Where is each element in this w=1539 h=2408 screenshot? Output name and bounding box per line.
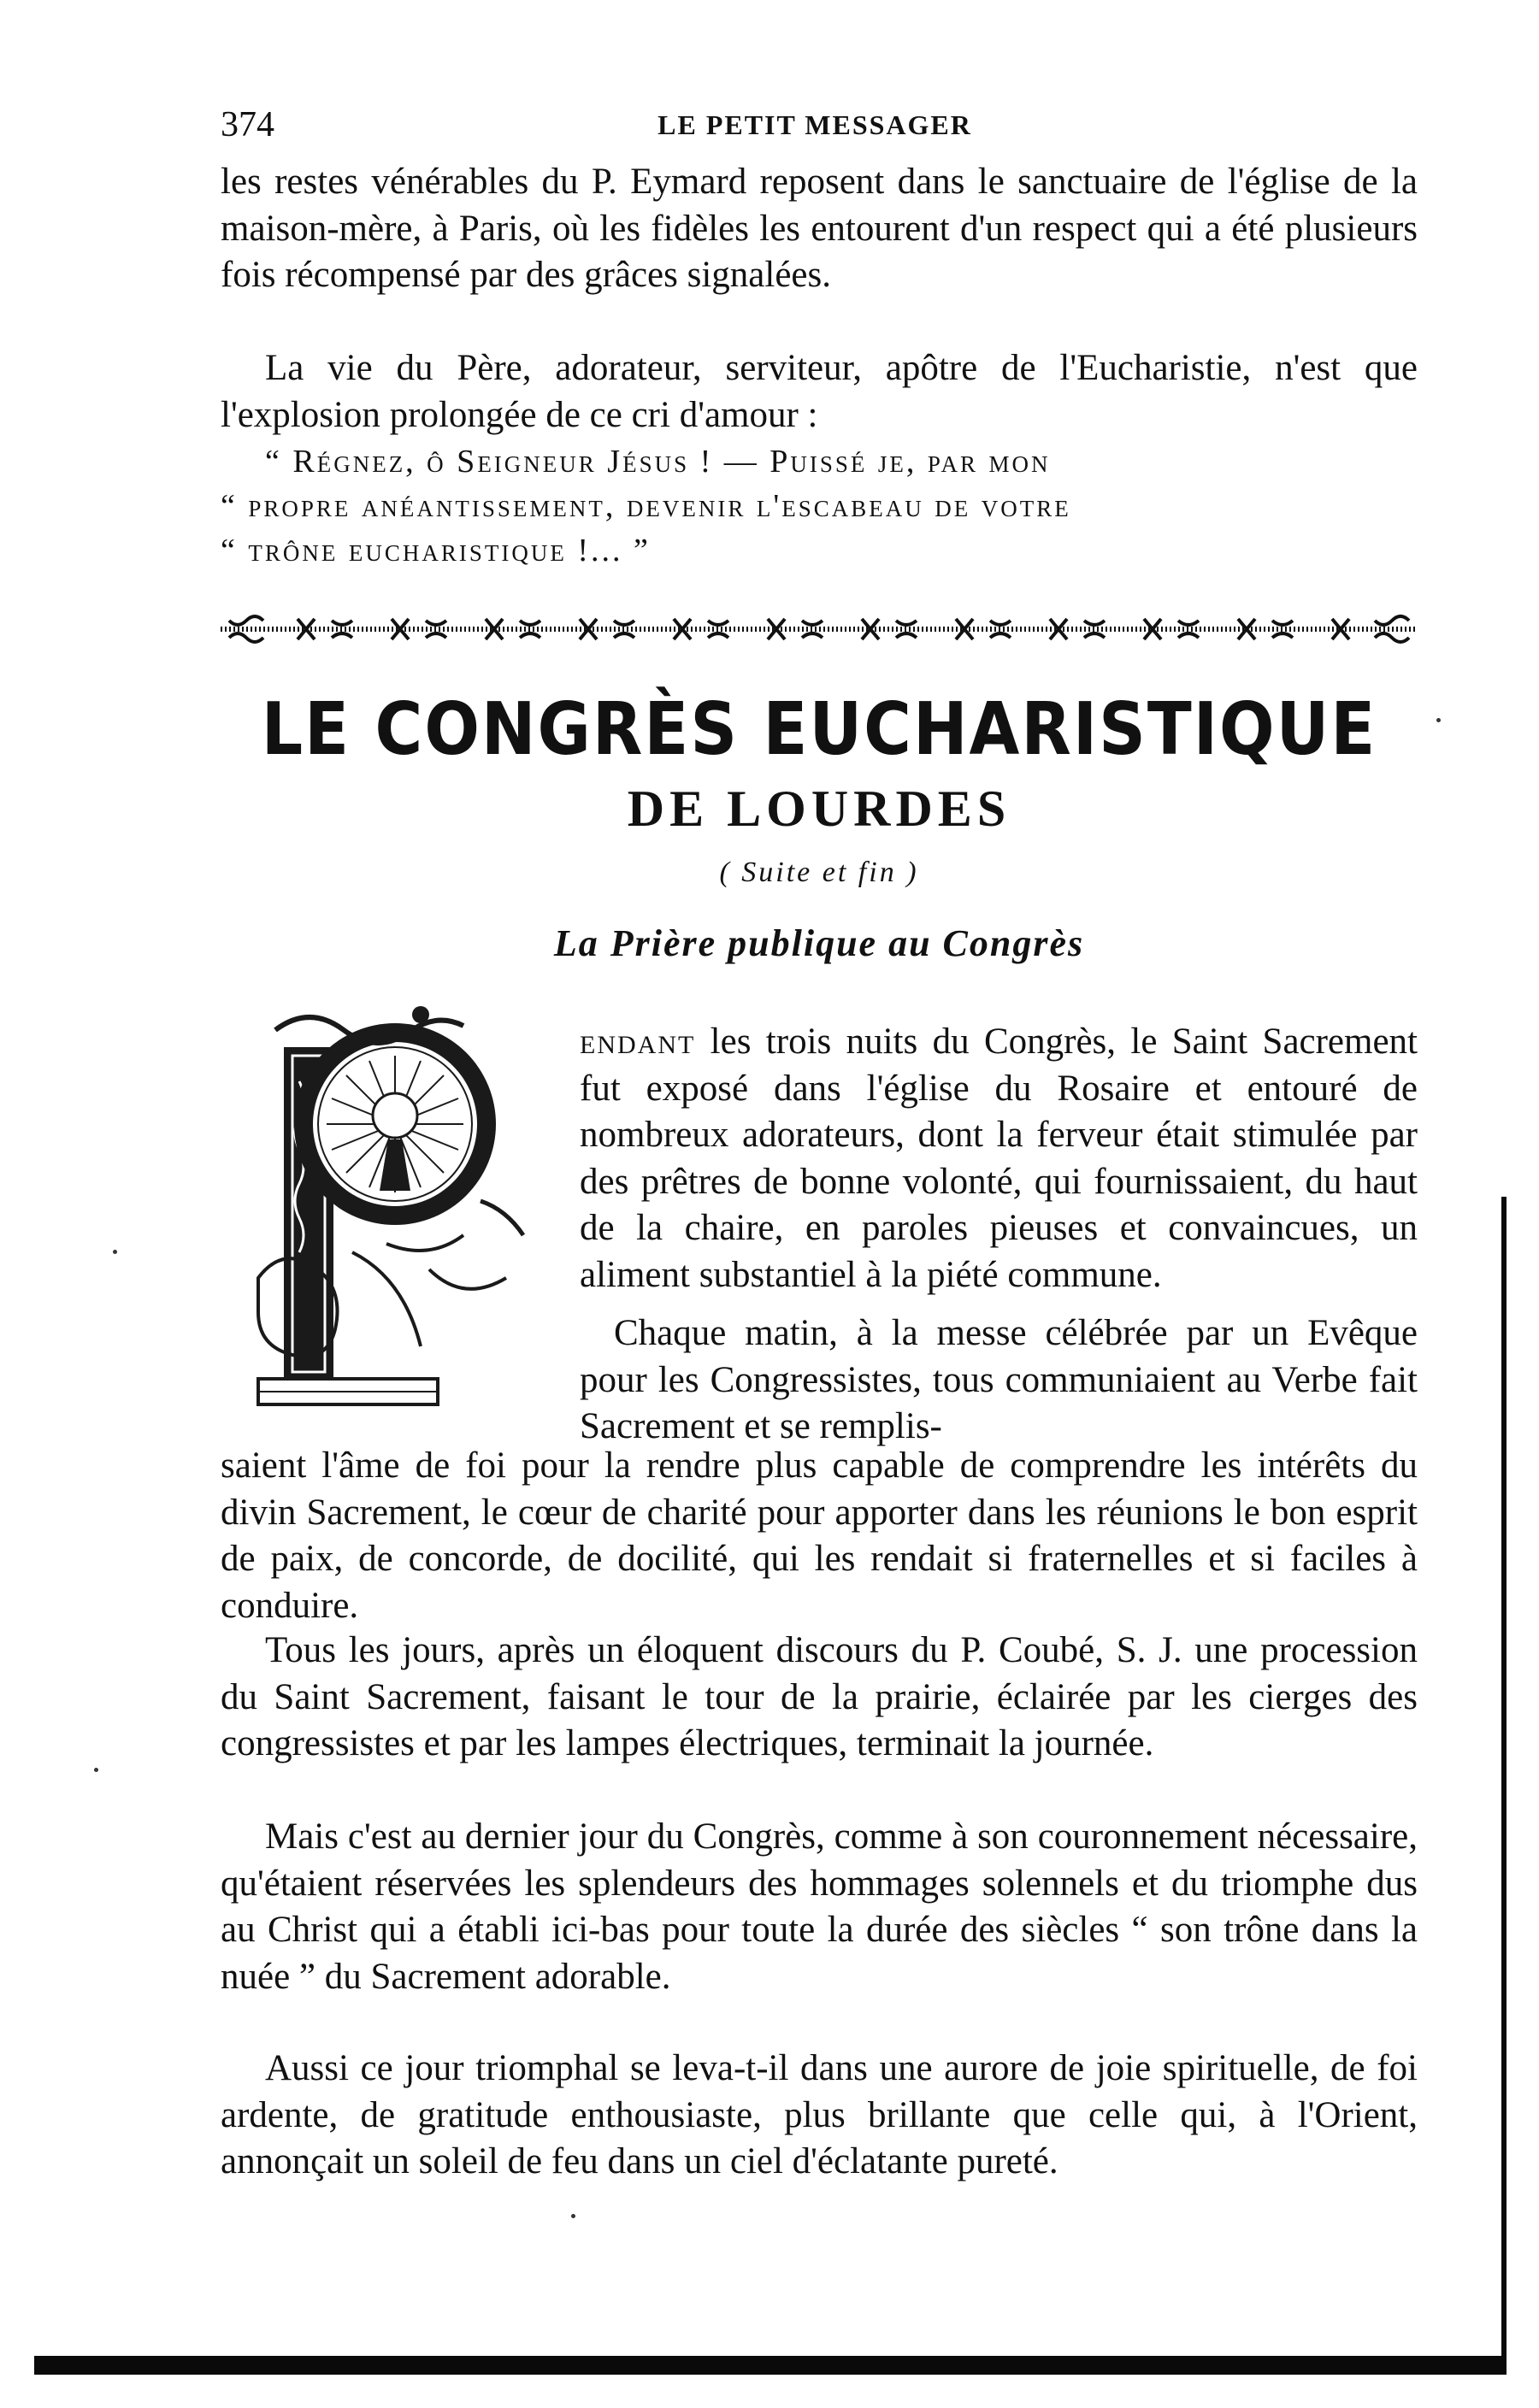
running-title: LE PETIT MESSAGER bbox=[657, 109, 972, 140]
scan-speck bbox=[1436, 718, 1441, 722]
congress-paragraph-2-bottom: saient l'âme de foi pour la rendre plus capable de comprendre les intérêts du divin Sacrement, le cœur de charité pour apporter dans les réunions le bon esprit de paix, de concorde, de docilité, qui les rendait si fraternelles et si faciles à conduire. bbox=[221, 1445, 1418, 1626]
quote-line-1: “ Régnez, ô Seigneur Jésus ! — Puissé je, par mon bbox=[265, 444, 1051, 480]
page-number: 374 bbox=[221, 105, 274, 144]
intro-paragraph-1: les restes vénérables du P. Eymard reposent dans le sanctuaire de l'église de la maison-mère, à Paris, où les fidèles les entourent d'un respect qui a été plusieurs fois récompensé par des grâces signalées. bbox=[221, 162, 1418, 295]
congress-paragraph-1 bbox=[580, 1019, 1418, 1298]
scan-edge-bottom bbox=[34, 2356, 1505, 2375]
eymard-quote bbox=[221, 439, 1418, 573]
article-subtitle: DE LOURDES bbox=[627, 780, 1011, 837]
congress-paragraph-5: Aussi ce jour triomphal se leva-t-il dans une aurore de joie spirituelle, de foi ardente, de gratitude enthousiaste, plus brillante que celle qui, à l'Orient, annonçait un soleil de feu dans un ciel d'éclatante pureté. bbox=[221, 2048, 1418, 2181]
running-header bbox=[221, 104, 1409, 147]
scan-speck bbox=[571, 2214, 575, 2218]
paragraph-1-text: les trois nuits du Congrès, le Saint Sacrement fut exposé dans l'église du Rosaire et entouré de nombreux adorateurs, dont la ferveur était stimulée par des prêtres de bonne volonté, qui fournissaient, du haut de la chaire, en paroles pieuses et convaincues, un aliment substantiel à la piété commune. bbox=[580, 1021, 1418, 1295]
scan-edge-right bbox=[1501, 1197, 1507, 2375]
first-word-rest: endant bbox=[580, 1021, 696, 1062]
article-title: LE CONGRÈS EUCHARISTIQUE bbox=[261, 686, 1377, 772]
scan-speck bbox=[94, 1768, 98, 1772]
section-title: La Prière publique au Congrès bbox=[553, 922, 1085, 964]
scan-speck bbox=[113, 1250, 117, 1254]
intro-paragraph-2: La vie du Père, adorateur, serviteur, apôtre de l'Eucharistie, n'est que l'explosion prolongée de ce cri d'amour : bbox=[221, 348, 1418, 435]
quote-line-2: “ propre anéantissement, devenir l'escabeau de votre bbox=[221, 488, 1071, 524]
ornamental-rule bbox=[221, 614, 1418, 645]
quote-line-3: “ trône eucharistique !... ” bbox=[221, 533, 651, 568]
decorated-initial-p bbox=[224, 996, 549, 1419]
congress-paragraph-3: Tous les jours, après un éloquent discours du P. Coubé, S. J. une procession du Saint Sacrement, faisant le tour de la prairie, éclairée par les cierges des congressistes et par les lampes électriques, terminait la journée. bbox=[221, 1630, 1418, 1763]
continuation-note: ( Suite et fin ) bbox=[719, 857, 919, 888]
congress-paragraph-4: Mais c'est au dernier jour du Congrès, comme à son couronnement nécessaire, qu'étaient réservées les splendeurs des hommages solennels et du triomphe dus au Christ qui a établi ici-bas pour toute la durée des siècles “ son trône dans la nuée ” du Sacrement adorable. bbox=[221, 1816, 1418, 1997]
congress-paragraph-2-top: Chaque matin, à la messe célébrée par un Evêque pour les Congressistes, tous communiaient au Verbe fait Sacrement et se remplis- bbox=[580, 1313, 1418, 1446]
